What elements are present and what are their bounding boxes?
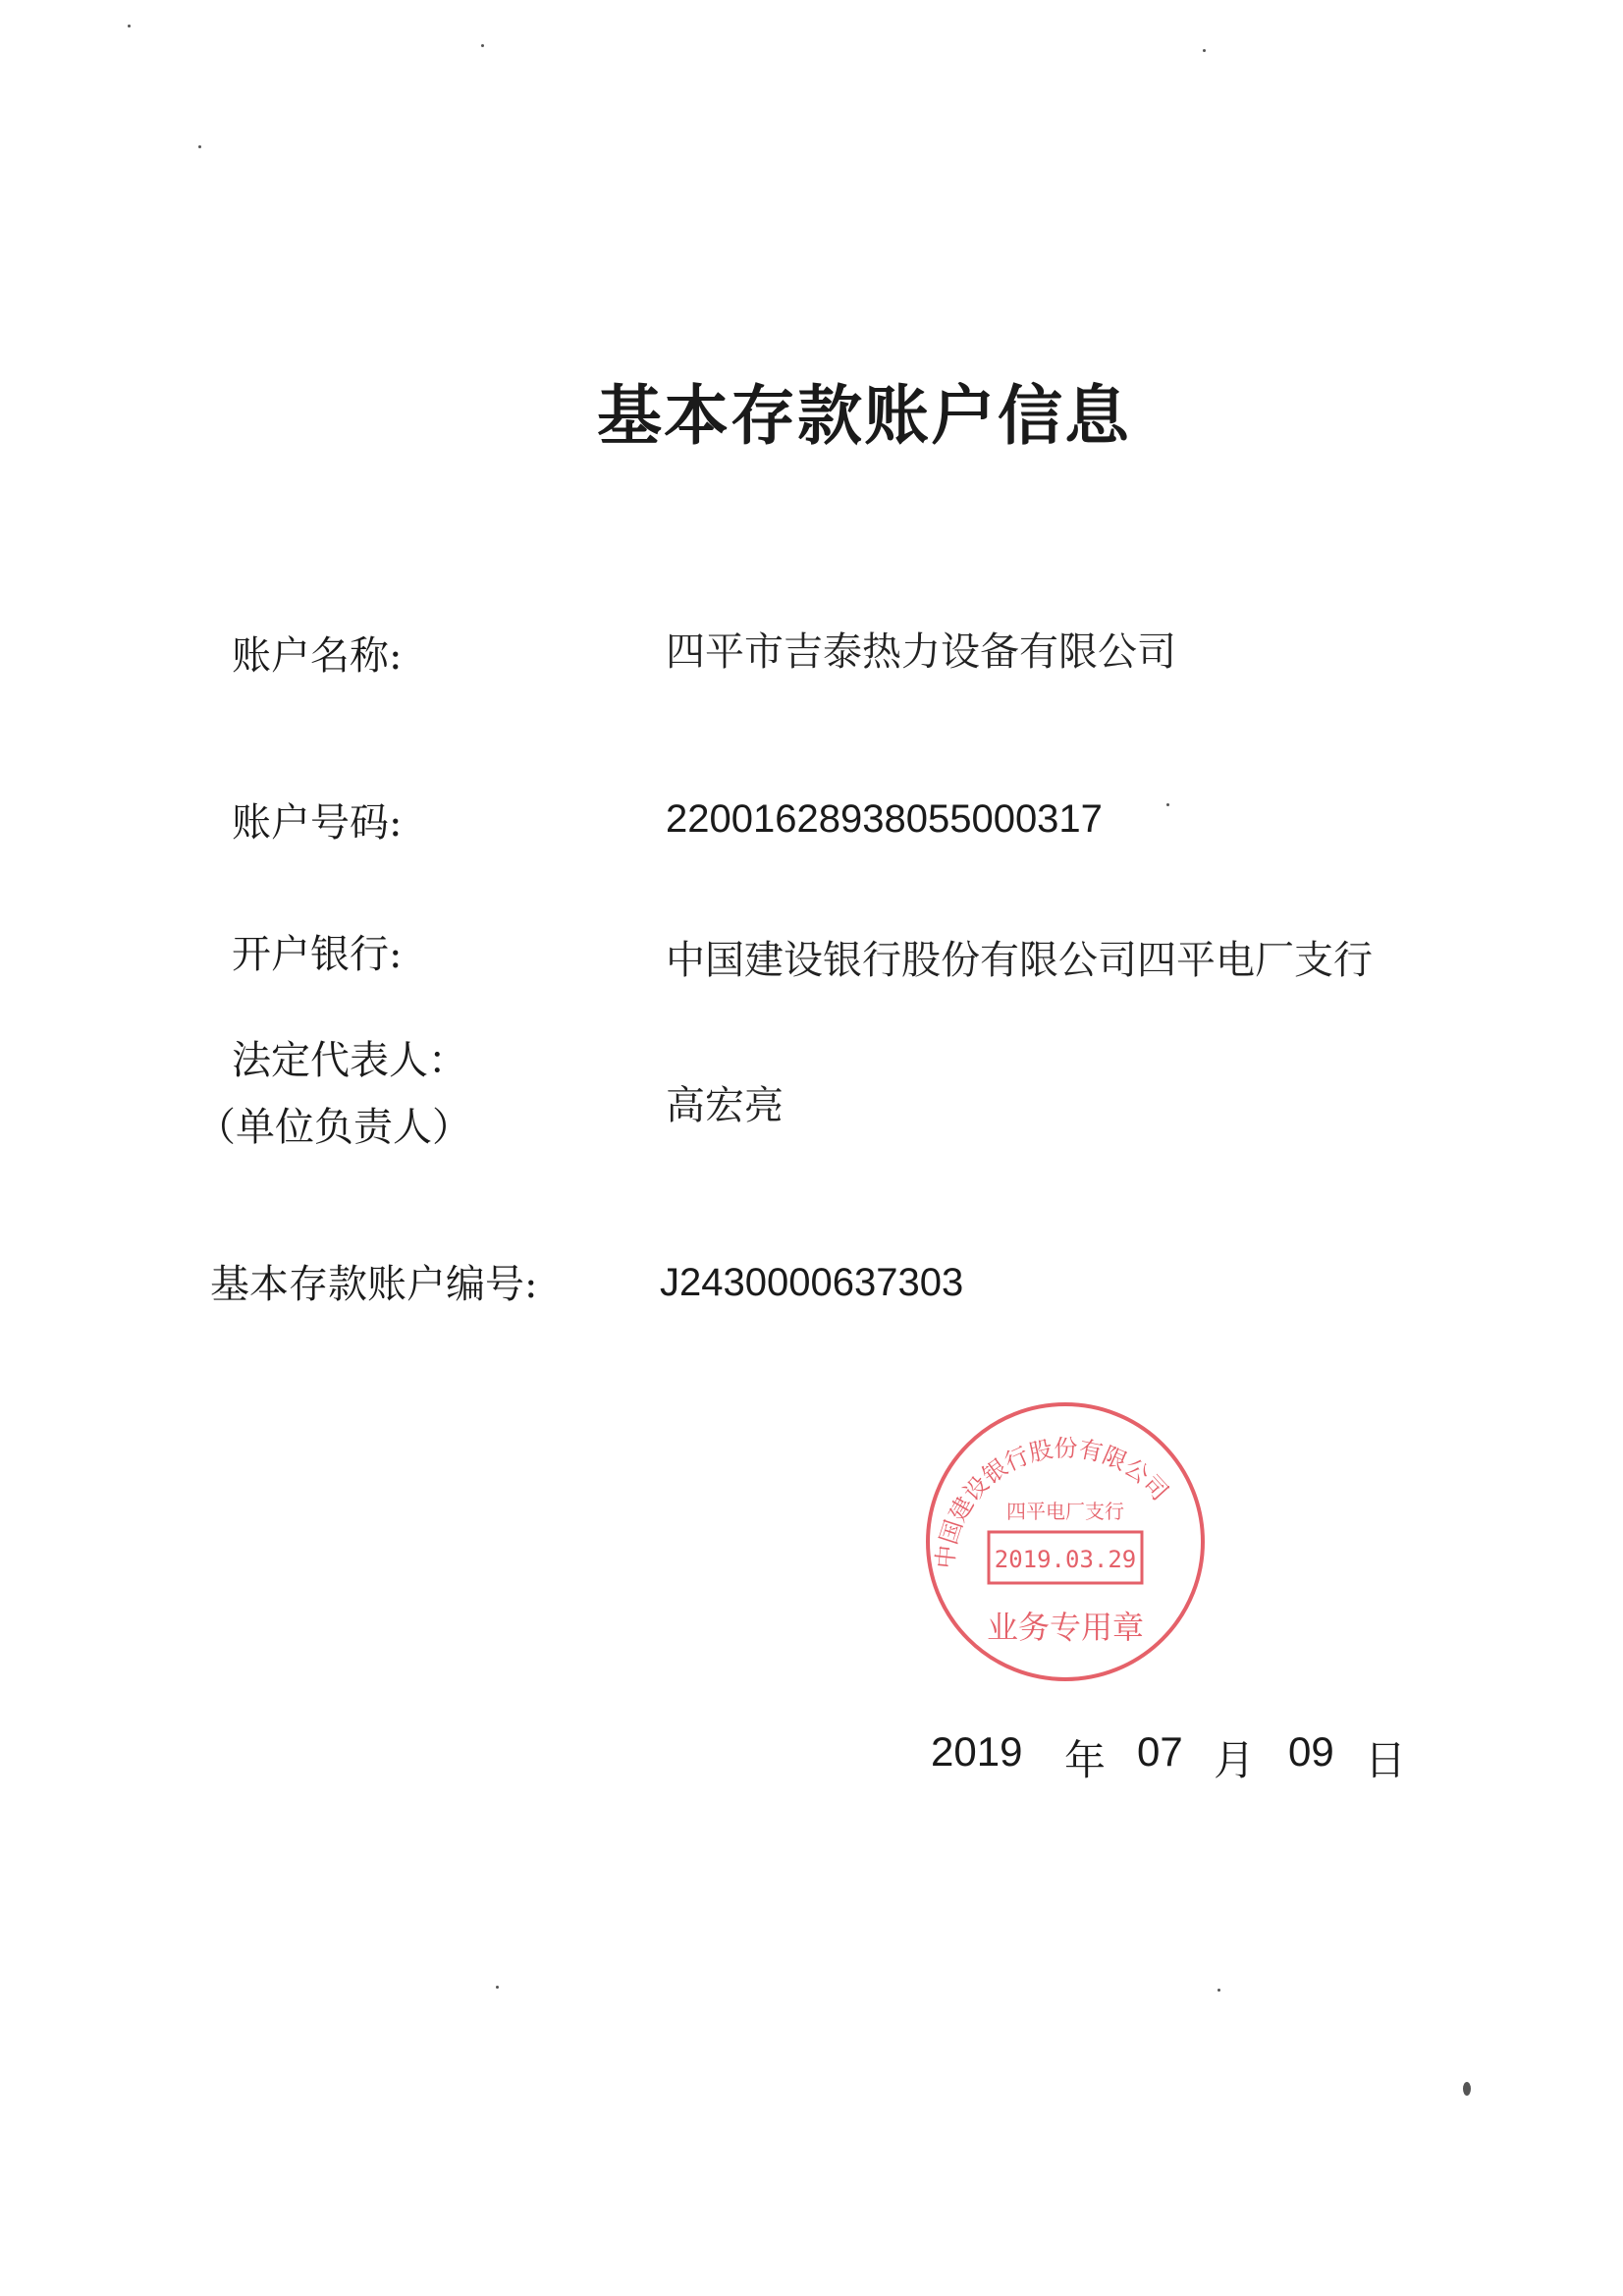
bank-value: 中国建设银行股份有限公司四平电厂支行: [666, 938, 1373, 983]
basic-account-number-label: 基本存款账户编号:: [210, 1262, 538, 1307]
stamp-purpose-text: 业务专用章: [986, 1609, 1145, 1646]
date-year: 2019: [931, 1728, 1023, 1775]
scan-speck: [1217, 1989, 1220, 1992]
date-day-unit: 日: [1365, 1737, 1407, 1783]
bank-seal-stamp: [918, 1394, 1213, 1689]
basic-account-number-value: J2430000637303: [660, 1261, 964, 1304]
scan-speck: [128, 25, 131, 27]
date-month-unit: 月: [1214, 1737, 1256, 1783]
scan-speck: [481, 44, 484, 47]
scan-speck: [198, 145, 201, 148]
scan-speck: [1203, 49, 1206, 52]
date-day: 09: [1288, 1728, 1334, 1775]
date-year-unit: 年: [1064, 1737, 1107, 1783]
scan-speck: [1463, 2082, 1471, 2096]
stamp-date-text: 2019.03.29: [994, 1546, 1137, 1573]
bank-label: 开户银行:: [232, 932, 403, 977]
scan-speck: [496, 1986, 499, 1989]
date-month: 07: [1137, 1728, 1183, 1775]
stamp-org-text: 中国建设银行股份有限公司: [931, 1434, 1174, 1570]
account-number-value: 22001628938055000317: [666, 797, 1103, 841]
page-title: 基本存款账户信息: [597, 377, 1131, 454]
account-number-label: 账户号码:: [232, 800, 403, 846]
legal-rep-sublabel: （单位负责人）: [196, 1105, 471, 1150]
stamp-branch-text: 四平电厂支行: [1006, 1500, 1124, 1523]
scan-speck: [1166, 803, 1169, 806]
account-name-value: 四平市吉泰热力设备有限公司: [666, 629, 1176, 675]
account-name-label: 账户名称:: [232, 633, 403, 679]
legal-rep-label: 法定代表人：: [232, 1038, 467, 1083]
legal-rep-value: 高宏亮: [666, 1083, 784, 1128]
